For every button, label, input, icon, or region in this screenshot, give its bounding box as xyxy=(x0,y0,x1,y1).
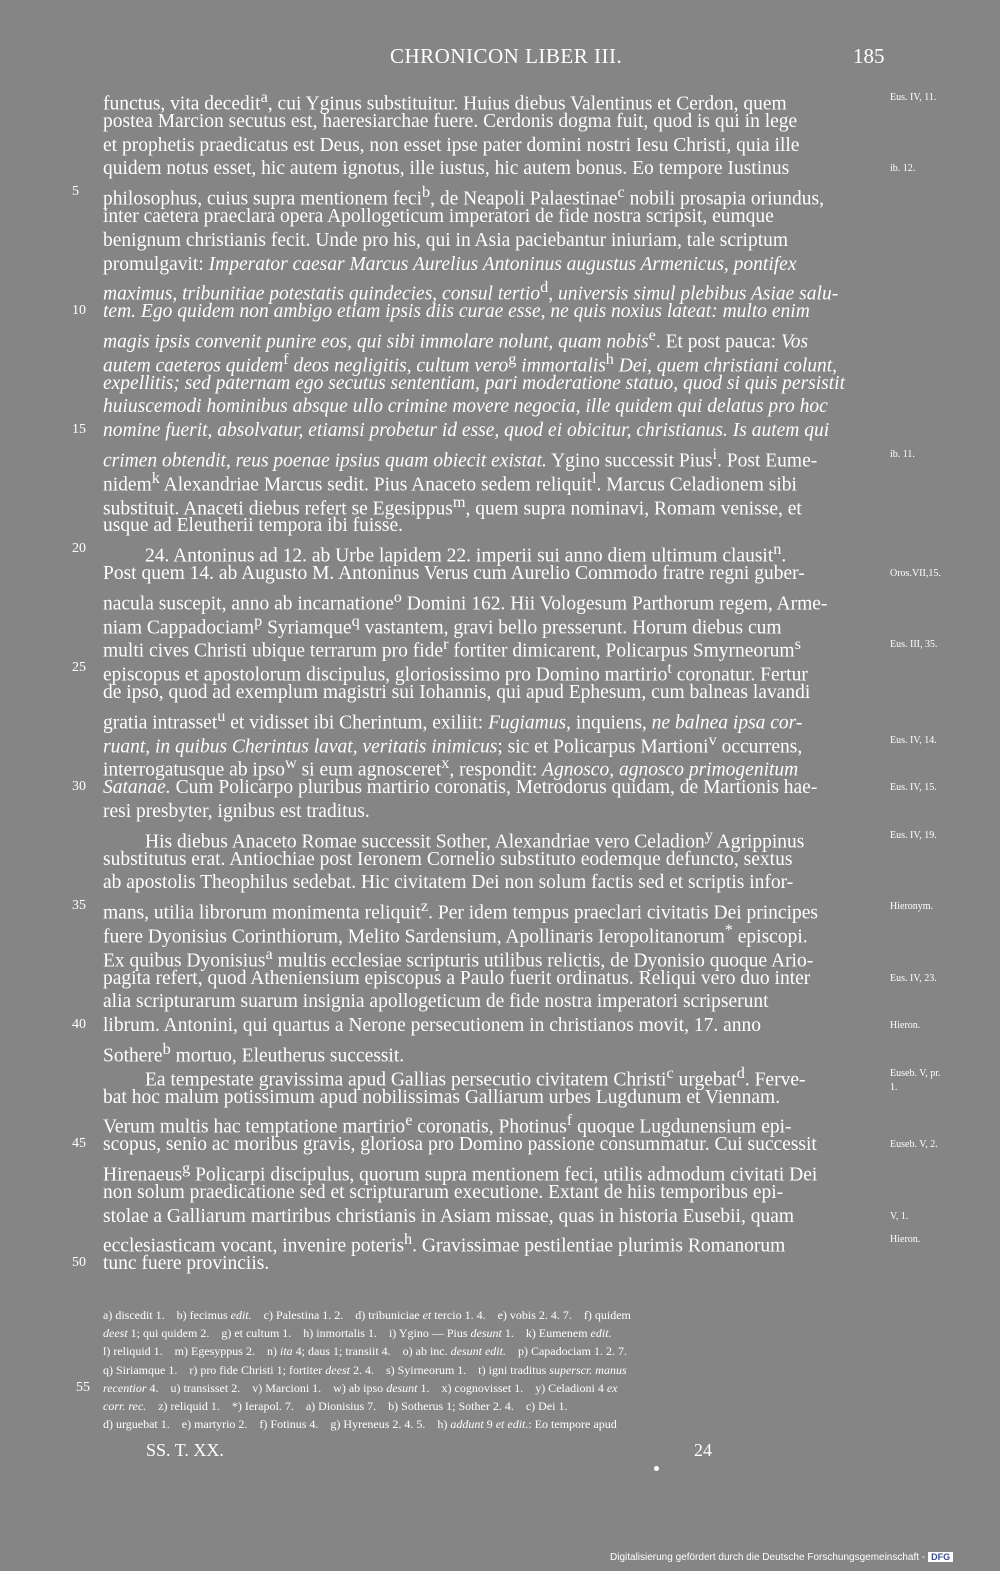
footnote-line: a) discedit 1. b) fecimus edit. c) Palestina 1. 2. d) tribuniciae et tercio 1. 4. e) vobis 2. 4. 7. f) quidem xyxy=(103,1308,631,1322)
text-line: bat hoc malum potissimum apud nobilissimas Galliarum urbes Lugdunum et Viennam. xyxy=(103,1086,781,1108)
line-number: 30 xyxy=(72,779,86,795)
margin-reference: ib. 11. xyxy=(890,449,915,460)
text-line: promulgavit: Imperator caesar Marcus Aurelius Antoninus augustus Armenicus, pontifex xyxy=(103,253,797,275)
text-line: Ea tempestate gravissima apud Gallias persecutio civitatem Christi$^c$ urgebat$^d$. Ferve- xyxy=(145,1063,806,1091)
text-line: ecclesiasticam vocant, invenire poteris$^h$. Gravissimae pestilentiae plurimis Romanorum xyxy=(103,1230,786,1257)
text-line: resi presbyter, ignibus est traditus. xyxy=(103,801,370,822)
margin-reference: Hieron. xyxy=(890,1234,921,1246)
text-line: tunc fuere provinciis. xyxy=(103,1253,270,1275)
text-line: Verum multis hac temptatione martirio$^e$ coronatis, Photinus$^f$ quoque Lugdunensium epi- xyxy=(103,1111,792,1138)
text-line: substitutus erat. Antiochiae post Ieronem Cornelio substituto eodemque defuncto, sextus xyxy=(103,848,793,870)
text-line: scopus, senio ac moribus gravis, gloriosa pro Domino passione consummatur. Cui successit xyxy=(103,1134,817,1156)
text-line: Satanae. Cum Policarpo pluribus martirio coronatis, Metrodorus quidam, de Martionis hae- xyxy=(103,777,818,799)
text-line: benignum christianis fecit. Unde pro his, qui in Asia paciebantur iniuriam, tale scriptum xyxy=(103,229,789,251)
text-line: maximus, tribunitiae potestatis quindecies, consul tertio$^d$, universis simul plebibus Asiae salu- xyxy=(103,278,839,305)
text-line: 24. Antoninus ad 12. ab Urbe lapidem 22. imperii sui anno diem ultimum clausit$^n$. xyxy=(145,540,787,567)
footnote-line: corr. rec. z) reliquid 1. *) Ierapol. 7. a) Dionisius 7. b) Sotherus 1; Sother 2. 4. c) Dei 1. xyxy=(103,1399,568,1413)
footnote-line: deest 1; qui quidem 2. g) et cultum 1. h) inmortalis 1. i) Ygino — Pius desunt 1. k) Eumenem edit. xyxy=(103,1326,612,1341)
text-line: nidem$^k$ Alexandriae Marcus sedit. Pius Anaceto sedem reliquit$^l$. Marcus Celadionem sibi xyxy=(103,468,797,496)
text-line: alia scripturarum suarum insignia apollogeticum de fide nostra imperatori scripserunt xyxy=(103,991,769,1013)
text-line: His diebus Anaceto Romae successit Sother, Alexandriae vero Celadion$^y$ Agrippinus xyxy=(145,825,805,853)
margin-reference: Hieronym. xyxy=(890,901,934,913)
margin-reference: 1. xyxy=(890,1082,898,1094)
margin-reference: Euseb. V, pr. xyxy=(890,1067,941,1079)
margin-reference: Eus. IV, 11. xyxy=(890,92,937,103)
text-line: postea Marcion secutus est, haeresiarchae fuere. Cerdonis dogma fuit, quod is qui in lege xyxy=(103,110,798,132)
margin-reference: V, 1. xyxy=(890,1210,909,1222)
gathering-number: 24 xyxy=(694,1440,712,1460)
line-number: 25 xyxy=(72,660,86,676)
line-number: 45 xyxy=(72,1136,86,1152)
text-line: ab apostolis Theophilus sedebat. Hic civitatem Dei non solum factis sed et scriptis infor- xyxy=(103,872,794,894)
text-line: philosophus, cuius supra mentionem feci$^b$, de Neapoli Palaestinae$^c$ nobili prosapia oriundus, xyxy=(103,183,825,210)
line-number: 15 xyxy=(72,422,86,438)
text-line: ruant, in quibus Cherintus lavat, veritatis inimicus; sic et Policarpus Martioni$^v$ occurrens, xyxy=(103,730,803,758)
line-number: 40 xyxy=(72,1017,86,1033)
text-line: huiuscemodi hominibus absque ullo crimine movere negocia, ille quidem qui delatus pro hoc xyxy=(103,396,828,418)
text-line: autem caeteros quidem$^f$ deos negligitis, cultum vero$^g$ immortalis$^h$ Dei, quem christiani colunt, xyxy=(103,349,838,377)
line-number: 10 xyxy=(72,303,86,319)
text-line: stolae a Galliarum martiribus christianis in Asiam missae, quas in historia Eusebii, quam xyxy=(103,1205,795,1227)
footnote-line: d) urguebat 1. e) martyrio 2. f) Fotinus 4. g) Hyreneus 2. 4. 5. h) addunt 9 et edit.: Eo tempore apud xyxy=(103,1417,617,1432)
text-line: non solum praedicatione sed et scripturarum executione. Extant de hiis temporibus epi- xyxy=(103,1181,784,1203)
page-header xyxy=(0,44,1000,74)
text-line: Ex quibus Dyonisius$^a$ multis ecclesiae scripturis utilibus relictis, de Dyonisio quoque Ario- xyxy=(103,944,814,972)
text-line: functus, vita decedit$^a$, cui Yginus substituitur. Huius diebus Valentinus et Cerdon, quem xyxy=(103,88,787,115)
margin-reference: Oros.VII,15. xyxy=(890,568,941,579)
text-line: et prophetis praedicatus est Deus, non esset ipse pater domini nostri Iesu Christi, quia ille xyxy=(103,134,800,156)
margin-reference: Eus. IV, 14. xyxy=(890,734,937,746)
margin-reference: ib. 12. xyxy=(890,163,916,175)
page-number: 185 xyxy=(853,44,885,68)
text-line: nacula suscepit, anno ab incarnatione$^o$ Domini 162. Hii Vologesum Parthorum regem, Arme- xyxy=(103,587,828,615)
line-number: 50 xyxy=(72,1255,86,1271)
text-line: episcopus et apostolorum discipulus, gloriosissimo pro Domino martirio$^t$ coronatur. Fertur xyxy=(103,659,808,686)
text-line: Sothere$^b$ mortuo, Eleutherus successit. xyxy=(103,1040,405,1067)
footnote-line: l) reliquid 1. m) Egesyppus 2. n) ita 4; daus 1; transiit 4. o) ab inc. desunt edit. p) Capadociam 1. 2. 7. xyxy=(103,1344,627,1359)
text-line: pagita refert, quod Atheniensium episcopus a Paulo fuerit ordinatus. Reliqui vero duo inter xyxy=(103,967,811,989)
text-line: mans, utilia librorum monimenta reliquit$^z$. Per idem tempus praeclari civitatis Dei principes xyxy=(103,897,819,924)
line-number: 5 xyxy=(72,184,79,200)
text-line: Hirenaeus$^g$ Policarpi discipulus, quorum supra mentionem feci, utilis admodum civitati Dei xyxy=(103,1159,818,1186)
margin-reference: Eus. IV, 15. xyxy=(890,782,937,794)
text-line: inter caetera praeclara opera Apollogeticum imperatori de fide nostra scripsit, eumque xyxy=(103,206,774,227)
line-number: 35 xyxy=(72,898,86,914)
text-line: tem. Ego quidem non ambigo etiam ipsis diis curae esse, ne quis noxius lateat: multo enim xyxy=(103,301,810,323)
digitization-credit xyxy=(610,1552,953,1563)
margin-reference: Eus. IV, 23. xyxy=(890,972,937,984)
footnote-line-number: 55 xyxy=(76,1380,90,1395)
text-line: crimen obtendit, reus poenae ipsius quam obiecit existat. Ygino successit Pius$^i$. Post Eume- xyxy=(103,445,818,472)
text-line: nomine fuerit, absolvatur, etiamsi probetur id esse, quod ei obicitur, christianus. Is autem qui xyxy=(103,420,830,442)
text-line: Post quem 14. ab Augusto M. Antoninus Verus cum Aurelio Commodo fratre regni guber- xyxy=(103,563,805,584)
dfg-logo: DFG xyxy=(928,1552,953,1562)
text-line: usque ad Eleutherii tempora ibi fuisse. xyxy=(103,515,404,537)
margin-reference: Eus. III, 35. xyxy=(890,639,938,651)
margin-reference: Eus. IV, 19. xyxy=(890,829,937,841)
text-line: fuere Dyonisius Corinthiorum, Melito Sardensium, Apollinaris Ieropolitanorum* episcopi. xyxy=(103,921,808,948)
text-line: expellitis; sed paternam ego secutus sententiam, pari moderatione statuo, quod si quis persistit xyxy=(103,372,846,394)
text-line: quidem notus esset, hic autem ignotus, ille iustus, hic autem bonus. Eo tempore Iustinus xyxy=(103,158,790,180)
text-line: de ipso, quod ad exemplum magistri sui Iohannis, qui apud Ephesum, cum balneas lavandi xyxy=(103,682,811,703)
line-number: 20 xyxy=(72,541,86,557)
text-line: gratia intrasset$^u$ et vidisset ibi Cherintum, exiliit: Fugiamus, inquiens, ne balnea ipsa cor- xyxy=(103,706,803,734)
margin-reference: Hieron. xyxy=(890,1020,921,1032)
text-line: interrogatusque ab ipso$^w$ si eum agnosceret$^x$, respondit: Agnosco, agnosco primogenitum xyxy=(103,754,799,781)
signature-mark: SS. T. XX. xyxy=(146,1440,224,1460)
text-line: substituit. Anaceti diebus refert se Egesippus$^m$, quem supra nominavi, Romam venisse, et xyxy=(103,492,802,520)
digitization-text: Digitalisierung gefördert durch die Deutsche Forschungsgemeinschaft - xyxy=(610,1552,926,1563)
text-line: multi cives Christi ubique terrarum pro fide$^r$ fortiter dimicarent, Policarpus Smyrneorum$^s$ xyxy=(103,635,801,662)
footnote-line: q) Siriamque 1. r) pro fide Christi 1; fortiter deest 2. 4. s) Syirneorum 1. t) igni traditus superscr. manus xyxy=(103,1362,627,1377)
ink-dot xyxy=(654,1466,659,1471)
margin-reference: Euseb. V, 2. xyxy=(890,1139,938,1151)
footnote-line: recentior 4. u) transisset 2. v) Marcioni 1. w) ab ipso desunt 1. x) cognovisset 1. y) Celadioni 4 ex xyxy=(103,1380,618,1395)
text-line: niam Cappadociam$^p$ Syriamque$^q$ vastantem, gravi bello presserunt. Horum diebus cum xyxy=(103,611,782,639)
text-line: magis ipsis convenit punire eos, qui sibi immolare nolunt, quam nobis$^e$. Et post pauca: Vos xyxy=(103,326,809,353)
running-title: CHRONICON LIBER III. xyxy=(390,44,623,68)
text-line: librum. Antonini, qui quartus a Nerone persecutionem in christianos movit, 17. anno xyxy=(103,1015,762,1037)
